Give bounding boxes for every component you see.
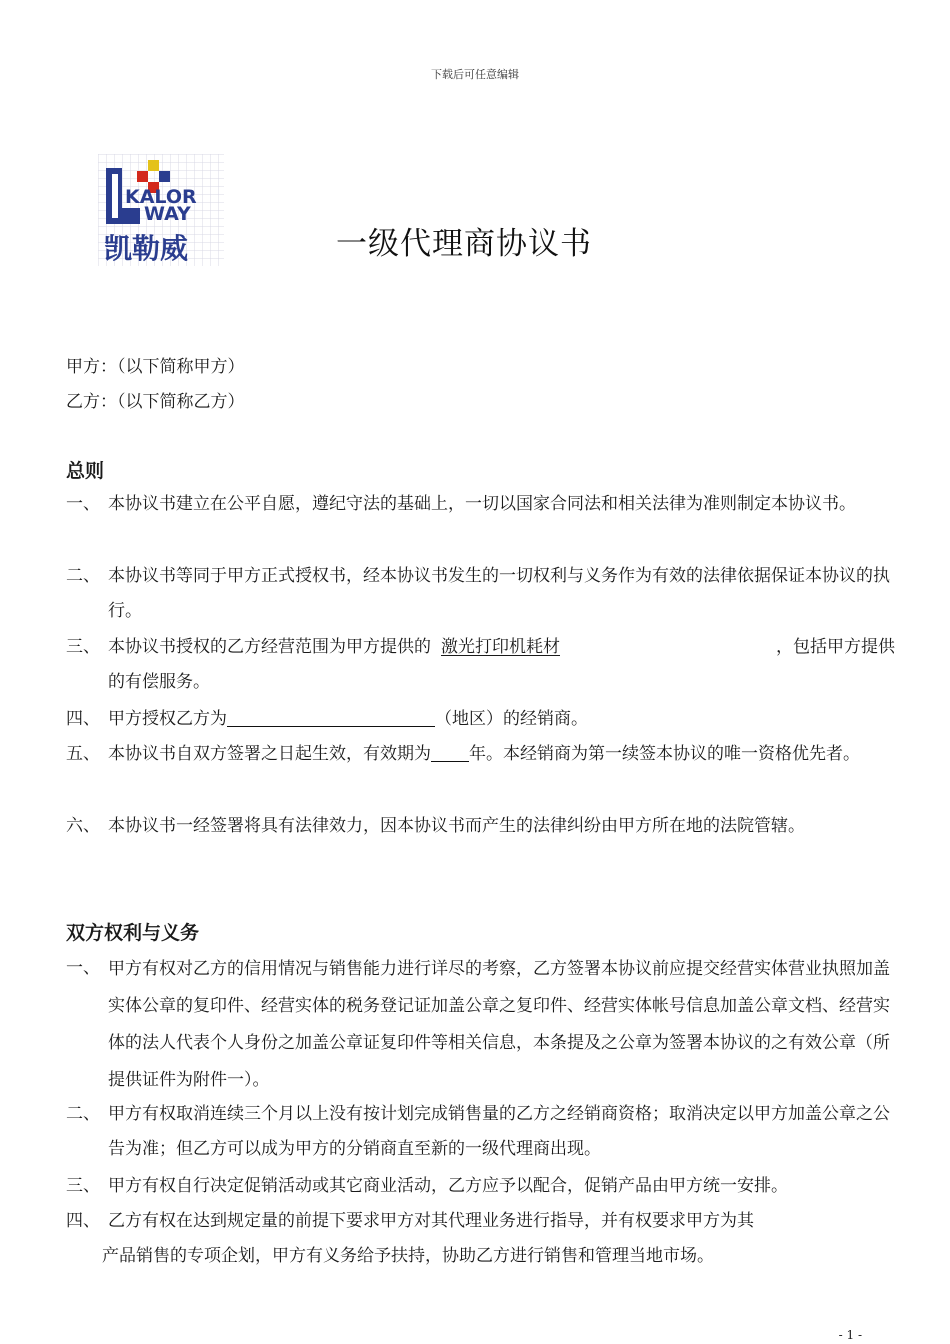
clause-number: 四、 [66,1211,100,1231]
clause-text: 本协议书一经签署将具有法律效力，因本协议书而产生的法律纠纷由甲方所在地的法院管辖。 [108,816,805,836]
clause-text: 本协议书等同于甲方正式授权书，经本协议书发生的一切权利与义务作为有效的法律依据保证本协议的执行。 [108,566,890,621]
rights-clause-4 [66,1204,896,1274]
logo-wordmark-kalor: KALOR [125,186,197,208]
kalorway-logo [98,154,224,266]
section-heading-general: 总则 [66,460,105,482]
clause-number: 二、 [66,1104,100,1124]
general-clause-4 [66,702,896,737]
clause-number: 五、 [66,744,100,764]
clause-text [66,702,896,737]
validity-years-blank-field[interactable] [431,744,469,762]
logo-chinese-name: 凯勒威 [104,232,189,265]
rights-clause-3 [66,1169,896,1204]
page-header-note: 下载后可任意编辑 [431,68,519,81]
general-clause-1 [66,487,896,522]
general-clause-6 [66,809,906,844]
product-scope-field[interactable] [431,630,776,665]
clause-text [66,630,896,700]
clause-number: 四、 [66,709,100,729]
clause-text [66,737,896,772]
general-clause-3 [66,630,896,700]
clause-number: 六、 [66,816,100,836]
product-scope-value: 激光打印机耗材 [441,637,560,657]
region-blank-field[interactable] [227,709,435,727]
party-b-line: 乙方：（以下简称乙方） [66,392,245,412]
clause-text: 乙方有权在达到规定量的前提下要求甲方对其代理业务进行指导，并有权要求甲方为其 [108,1211,754,1231]
logo-graphic [98,154,224,266]
document-title: 一级代理商协议书 [336,226,592,262]
clause-text-pre: 本协议书授权的乙方经营范围为甲方提供的 [108,637,431,657]
rights-clause-2 [66,1097,896,1167]
clause-text: 甲方有权取消连续三个月以上没有按计划完成销售量的乙方之经销商资格；取消决定以甲方加盖公章之公告为准；但乙方可以成为甲方的分销商直至新的一级代理商出现。 [108,1104,890,1159]
clause-text: 甲方有权自行决定促销活动或其它商业活动，乙方应予以配合，促销产品由甲方统一安排。 [108,1176,788,1196]
clause-number: 一、 [66,958,100,978]
logo-wordmark-way: WAY [144,203,191,225]
clause-number: 三、 [66,637,100,657]
general-clause-5 [66,737,896,772]
general-clause-2 [66,559,896,629]
rights-clause-1 [66,951,896,1099]
clause-text-post: （地区）的经销商。 [435,709,588,729]
clause-text-pre: 本协议书自双方签署之日起生效，有效期为 [108,744,431,764]
clause-number: 一、 [66,494,100,514]
clause-number: 三、 [66,1176,100,1196]
clause-text: 本协议书建立在公平自愿，遵纪守法的基础上，一切以国家合同法和相关法律为准则制定本协议书。 [108,494,856,514]
clause-number: 二、 [66,566,100,586]
page-number: - 1 - [838,1328,862,1342]
clause-text-post: ，包括甲方提供的有偿服务。 [108,637,895,692]
clause-text-post: 年。本经销商为第一续签本协议的唯一资格优先者。 [469,744,860,764]
clause-text-pre: 甲方授权乙方为 [108,709,227,729]
section-heading-rights: 双方权利与义务 [66,922,200,944]
party-a-line: 甲方：（以下简称甲方） [66,357,245,377]
clause-text-continued: 产品销售的专项企划，甲方有义务给予扶持，协助乙方进行销售和管理当地市场。 [102,1246,714,1266]
clause-text: 甲方有权对乙方的信用情况与销售能力进行详尽的考察，乙方签署本协议前应提交经营实体营业执照加盖实体公章的复印件、经营实体的税务登记证加盖公章之复印件、经营实体帐号信息加盖公章文档、经营实体的法人代表个人身份之加盖公章证复印件等相关信息，本条提及之公章为签署本协议的之有效公章（所提供证件为附件一）。 [108,959,890,1090]
